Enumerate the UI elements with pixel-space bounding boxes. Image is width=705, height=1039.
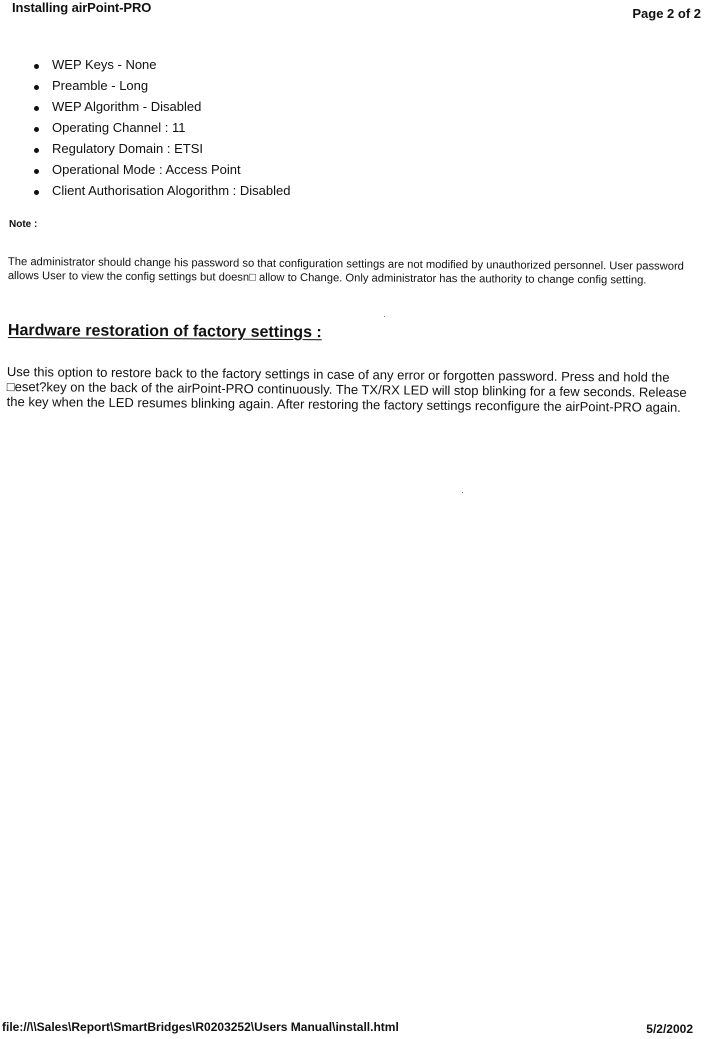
footer-date: 5/2/2002 [646, 1022, 693, 1036]
settings-list [30, 56, 290, 203]
list-item: Operating Channel : 11 [30, 119, 290, 140]
footer-file-path: file://\\Sales\Report\SmartBridges\R0203252\Users Manual\install.html [2, 1020, 399, 1034]
note-paragraph: The administrator should change his password so that configuration settings are not modified by unauthorized personnel. User password allows User to view the config settings but doesn□ allow to Change. Only administrator has the authority to change config setting. [7, 255, 684, 287]
restore-paragraph: Use this option to restore back to the factory settings in case of any error or forgotten password. Press and hold the □eset?key on the back of the airPoint-PRO continuously. The TX/RX LED will stop blinking for a few seconds. Release the key when the LED resumes blinking again. After restoring the factory settings reconfigure the airPoint-PRO again. [6, 364, 687, 415]
note-label: Note : [9, 219, 38, 230]
list-item: Regulatory Domain : ETSI [30, 140, 290, 161]
list-item: WEP Keys - None [30, 56, 290, 77]
list-item: Operational Mode : Access Point [30, 161, 290, 182]
scan-speck [384, 316, 385, 317]
page-title: Installing airPoint-PRO [12, 0, 152, 15]
section-heading: Hardware restoration of factory settings : [7, 322, 322, 342]
list-item: Client Authorisation Alogorithm : Disabled [30, 182, 290, 203]
list-item: WEP Algorithm - Disabled [30, 98, 290, 119]
list-item: Preamble - Long [30, 77, 290, 98]
scan-speck [462, 492, 463, 493]
page-number: Page 2 of 2 [632, 6, 701, 21]
